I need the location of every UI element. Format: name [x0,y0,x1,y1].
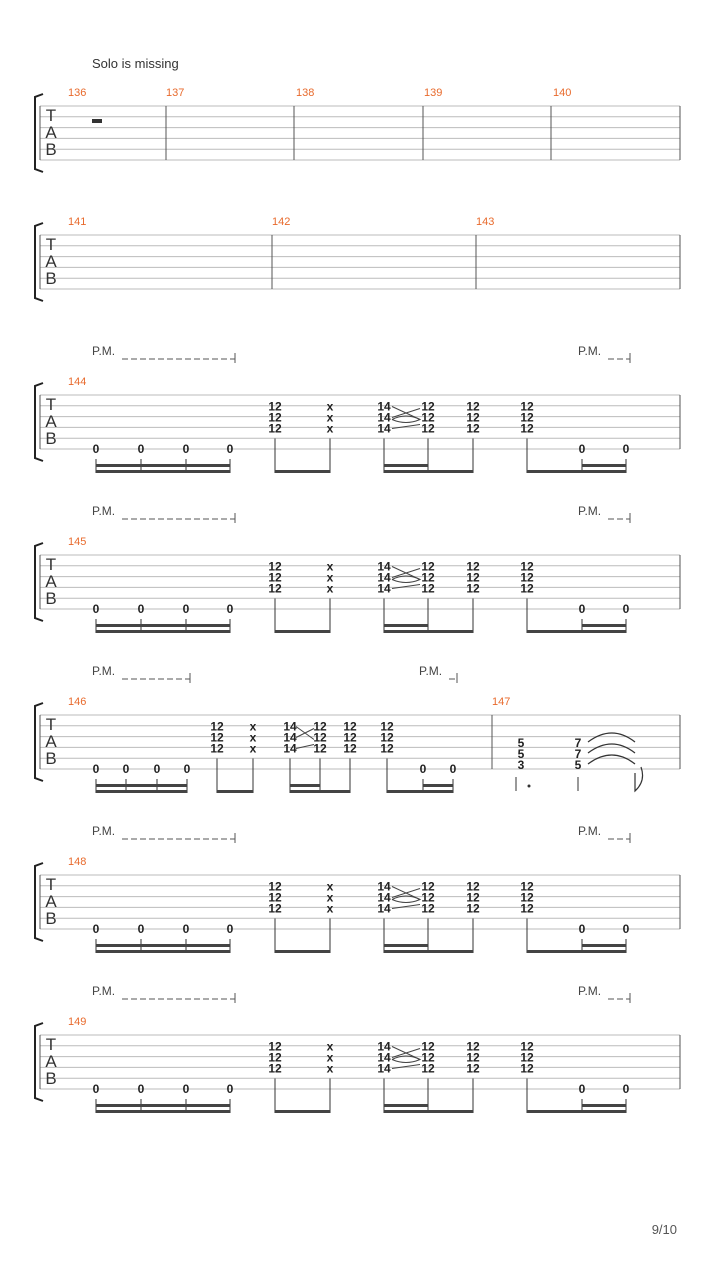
fret-number: 12 [421,1050,435,1065]
measure-number: 136 [68,87,87,99]
beam [217,790,253,793]
fret-number: 12 [268,559,282,574]
fret-number: 14 [377,399,391,414]
fret-number: 0 [182,442,190,456]
tab-clef-letter: T [45,715,57,734]
beam [275,630,330,633]
measure-number: 140 [553,87,572,99]
measure-number: 141 [68,216,87,228]
beam [96,790,187,793]
tab-clef-letter: T [45,1035,57,1054]
fret-number: x [326,890,334,905]
tab-clef-letter: A [45,412,57,431]
fret-number: x [249,719,257,734]
beam [423,784,453,787]
fret-number: 0 [578,442,586,456]
beam [275,1110,330,1113]
tab-clef-letter: T [45,555,57,574]
fret-number: 12 [466,1039,480,1054]
measure-number: 149 [68,1016,87,1028]
fret-number: 12 [380,730,394,745]
fret-number: 0 [92,442,100,456]
fret-number: 12 [520,879,534,894]
fret-number: 12 [520,1061,534,1076]
measure-number: 142 [272,216,291,228]
palm-mute-label: P.M. [92,984,116,998]
fret-number: 0 [578,1082,586,1096]
fret-number: 0 [182,602,190,616]
fret-number: 12 [466,1050,480,1065]
fret-number: 0 [226,602,234,616]
measure-number: 147 [492,696,511,708]
fret-number: 12 [313,741,327,756]
fret-number: 0 [226,1082,234,1096]
rest-symbol [92,119,102,123]
fret-number: 0 [226,922,234,936]
fret-number: 7 [574,747,582,761]
fret-number: 0 [622,1082,630,1096]
beam [384,470,473,473]
fret-number: 12 [520,890,534,905]
fret-number: 14 [377,559,391,574]
measure-number: 143 [476,216,495,228]
fret-number: 12 [466,399,480,414]
beam [96,1104,230,1107]
fret-number: 12 [520,1039,534,1054]
fret-number: 14 [377,1061,391,1076]
fret-number: 12 [210,719,224,734]
fret-number: 0 [449,762,457,776]
beam [96,470,230,473]
tie-arc [588,755,635,764]
tab-clef-letter: A [45,732,57,751]
fret-number: 14 [377,901,391,916]
fret-number: 12 [421,1039,435,1054]
fret-number: 14 [377,570,391,585]
fret-number: 12 [466,559,480,574]
beam [384,944,428,947]
palm-mute-label: P.M. [92,504,116,518]
tab-clef-letter: B [45,269,57,288]
beam [582,624,626,627]
fret-number: 0 [419,762,427,776]
flag [635,767,643,791]
tab-clef-letter: B [45,589,57,608]
fret-number: 12 [466,890,480,905]
fret-number: 12 [520,399,534,414]
fret-number: 12 [380,741,394,756]
palm-mute-label: P.M. [92,344,116,358]
beam [582,1104,626,1107]
fret-number: x [326,559,334,574]
fret-number: 12 [268,581,282,596]
fret-number: 12 [421,410,435,425]
fret-number: x [249,741,257,756]
fret-number: 0 [92,1082,100,1096]
fret-number: 12 [268,1050,282,1065]
fret-number: 0 [622,442,630,456]
beam [384,464,428,467]
fret-number: 12 [520,559,534,574]
palm-mute-label: P.M. [578,984,602,998]
fret-number: 14 [377,879,391,894]
fret-number: 12 [466,901,480,916]
tab-clef-letter: B [45,749,57,768]
palm-mute-label: P.M. [578,504,602,518]
fret-number: 0 [137,1082,145,1096]
beam [384,1104,428,1107]
fret-number: 0 [578,602,586,616]
fret-number: 3 [517,758,525,772]
fret-number: 12 [421,399,435,414]
fret-number: 0 [182,1082,190,1096]
beam [582,944,626,947]
fret-number: 12 [313,730,327,745]
fret-number: 12 [421,421,435,436]
fret-number: 0 [137,602,145,616]
fret-number: 12 [421,1061,435,1076]
measure-number: 148 [68,856,87,868]
beam [96,464,230,467]
tab-clef-letter: B [45,140,57,159]
beam [96,944,230,947]
fret-number: 12 [268,879,282,894]
measure-number: 139 [424,87,443,99]
fret-number: x [326,581,334,596]
fret-number: 12 [343,730,357,745]
beam [275,470,330,473]
fret-number: 14 [283,730,297,745]
tab-clef-letter: T [45,106,57,125]
fret-number: 12 [520,421,534,436]
fret-number: x [249,730,257,745]
fret-number: 7 [574,736,582,750]
fret-number: 0 [92,922,100,936]
tie-arc [588,744,635,753]
fret-number: 12 [520,410,534,425]
beam [527,1110,626,1113]
beam [384,1110,473,1113]
fret-number: x [326,1050,334,1065]
measure-number: 144 [68,376,87,388]
tab-clef-letter: A [45,123,57,142]
fret-number: 12 [421,570,435,585]
fret-number: 12 [466,1061,480,1076]
palm-mute-label: P.M. [578,824,602,838]
fret-number: 0 [92,762,100,776]
tab-clef-letter: B [45,909,57,928]
beam [582,464,626,467]
beam [527,630,626,633]
measure-number: 137 [166,87,185,99]
fret-number: 14 [377,410,391,425]
fret-number: 5 [517,736,525,750]
palm-mute-label: P.M. [419,664,443,678]
fret-number: 0 [92,602,100,616]
beam [96,1110,230,1113]
tab-clef-letter: T [45,395,57,414]
tie-arc [588,733,635,742]
tab-clef-letter: A [45,892,57,911]
measure-number: 145 [68,536,87,548]
fret-number: 0 [153,762,161,776]
fret-number: 0 [578,922,586,936]
fret-number: 14 [377,1050,391,1065]
fret-number: 14 [377,581,391,596]
fret-number: 12 [466,410,480,425]
fret-number: x [326,901,334,916]
fret-number: x [326,1039,334,1054]
tab-clef-letter: T [45,235,57,254]
fret-number: 14 [377,421,391,436]
fret-number: 12 [268,399,282,414]
palm-mute-label: P.M. [92,824,116,838]
fret-number: 14 [377,1039,391,1054]
fret-number: 0 [183,762,191,776]
fret-number: 12 [466,879,480,894]
fret-number: 12 [421,901,435,916]
beam [387,790,453,793]
fret-number: x [326,570,334,585]
fret-number: 12 [466,570,480,585]
palm-mute-label: P.M. [578,344,602,358]
slide-mark [296,727,314,749]
beam [275,950,330,953]
fret-number: 12 [421,879,435,894]
fret-number: 12 [421,559,435,574]
fret-number: 12 [268,901,282,916]
palm-mute-label: P.M. [92,664,116,678]
beam [384,950,473,953]
beam [384,624,428,627]
fret-number: 12 [466,421,480,436]
fret-number: 0 [226,442,234,456]
dot [528,785,531,788]
fret-number: x [326,879,334,894]
fret-number: 12 [380,719,394,734]
fret-number: 0 [122,762,130,776]
beam [96,624,230,627]
beam [527,950,626,953]
measure-number: 138 [296,87,315,99]
fret-number: 12 [268,410,282,425]
fret-number: 12 [268,1061,282,1076]
fret-number: x [326,410,334,425]
fret-number: 0 [622,922,630,936]
page-number: 9/10 [651,1222,677,1237]
fret-number: 12 [343,741,357,756]
fret-number: 12 [210,730,224,745]
fret-number: 0 [137,922,145,936]
measure-number: 146 [68,696,87,708]
beam [527,470,626,473]
beam [96,784,187,787]
fret-number: x [326,1061,334,1076]
fret-number: 12 [268,421,282,436]
fret-number: x [326,421,334,436]
tab-clef-letter: B [45,1069,57,1088]
fret-number: 0 [137,442,145,456]
fret-number: 14 [283,719,297,734]
fret-number: 0 [622,602,630,616]
fret-number: 12 [421,890,435,905]
fret-number: 14 [283,741,297,756]
fret-number: 12 [520,901,534,916]
tab-clef-letter: A [45,572,57,591]
beam [290,790,350,793]
beam [384,630,473,633]
fret-number: 12 [520,1050,534,1065]
fret-number: 5 [574,758,582,772]
beam [96,950,230,953]
fret-number: x [326,399,334,414]
fret-number: 12 [268,570,282,585]
fret-number: 0 [182,922,190,936]
beam [96,630,230,633]
fret-number: 5 [517,747,525,761]
fret-number: 12 [268,1039,282,1054]
fret-number: 14 [377,890,391,905]
tab-clef-letter: A [45,1052,57,1071]
fret-number: 12 [520,570,534,585]
tab-clef-letter: B [45,429,57,448]
fret-number: 12 [343,719,357,734]
fret-number: 12 [268,890,282,905]
fret-number: 12 [210,741,224,756]
annotation-solo-missing: Solo is missing [92,56,179,71]
fret-number: 12 [466,581,480,596]
beam [290,784,320,787]
tab-clef-letter: T [45,875,57,894]
tab-clef-letter: A [45,252,57,271]
fret-number: 12 [520,581,534,596]
fret-number: 12 [421,581,435,596]
fret-number: 12 [313,719,327,734]
